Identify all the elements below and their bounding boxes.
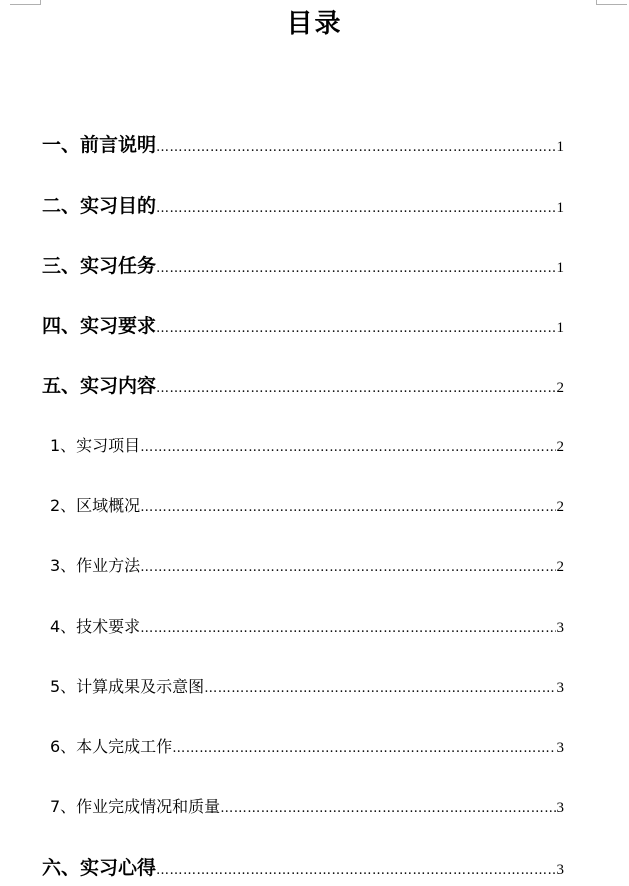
toc-page-number: 1 (556, 200, 564, 216)
toc-dot-leader (156, 196, 555, 219)
toc-dot-leader (156, 858, 555, 881)
toc-entry-label: 1、实习项目 (50, 436, 141, 455)
toc-page-number: 3 (556, 620, 564, 636)
toc-dot-leader (140, 616, 555, 640)
toc-entry[interactable] (50, 433, 564, 459)
toc-entry-label: 二、实习目的 (42, 195, 157, 217)
toc-entry-label: 5、计算成果及示意图 (50, 677, 205, 696)
toc-dot-leader (156, 316, 555, 339)
toc-entry[interactable] (42, 855, 564, 881)
toc-entry[interactable] (50, 794, 564, 820)
toc-entry-label: 六、实习心得 (42, 857, 157, 879)
toc-entry[interactable] (42, 193, 564, 219)
toc-entry[interactable] (42, 373, 564, 399)
toc-page-number: 3 (556, 740, 564, 756)
toc-dot-leader (140, 495, 555, 519)
toc-dot-leader (140, 435, 555, 459)
toc-entry[interactable] (42, 313, 564, 339)
toc-page-number: 2 (556, 380, 564, 396)
toc-entry-label: 一、前言说明 (42, 134, 157, 156)
toc-entry-label: 7、作业完成情况和质量 (50, 797, 221, 816)
toc-page-number: 3 (556, 800, 564, 816)
toc-entry-label: 3、作业方法 (50, 556, 141, 575)
toc-dot-leader (156, 376, 555, 399)
toc-title: 目录 (286, 9, 343, 39)
toc-page-number: 3 (556, 680, 564, 696)
toc-dot-leader (156, 135, 555, 158)
toc-page-number: 2 (556, 559, 564, 575)
toc-entry[interactable] (50, 674, 564, 700)
toc-entry[interactable] (42, 132, 564, 158)
toc-entry-label: 4、技术要求 (50, 617, 141, 636)
toc-entry-label: 6、本人完成工作 (50, 737, 173, 756)
toc-dot-leader (220, 796, 555, 820)
toc-page-number: 1 (556, 139, 564, 155)
toc-page-number: 2 (556, 499, 564, 515)
toc-dot-leader (140, 555, 555, 579)
toc-entry-label: 2、区域概况 (50, 496, 141, 515)
toc-entry[interactable] (50, 734, 564, 760)
toc-entry[interactable] (50, 614, 564, 640)
toc-page-number: 3 (556, 862, 564, 878)
toc-dot-leader (172, 736, 555, 760)
toc-page-number: 1 (556, 320, 564, 336)
toc-entry-label: 五、实习内容 (42, 375, 157, 397)
toc-page-number: 1 (556, 260, 564, 276)
toc-dot-leader (204, 676, 555, 700)
toc-entry[interactable] (42, 253, 564, 279)
toc-entry[interactable] (50, 493, 564, 519)
toc-entry[interactable] (50, 553, 564, 579)
toc-entry-label: 三、实习任务 (42, 255, 157, 277)
toc-page-number: 2 (556, 439, 564, 455)
toc-entry-label: 四、实习要求 (42, 315, 157, 337)
toc-dot-leader (156, 256, 555, 279)
